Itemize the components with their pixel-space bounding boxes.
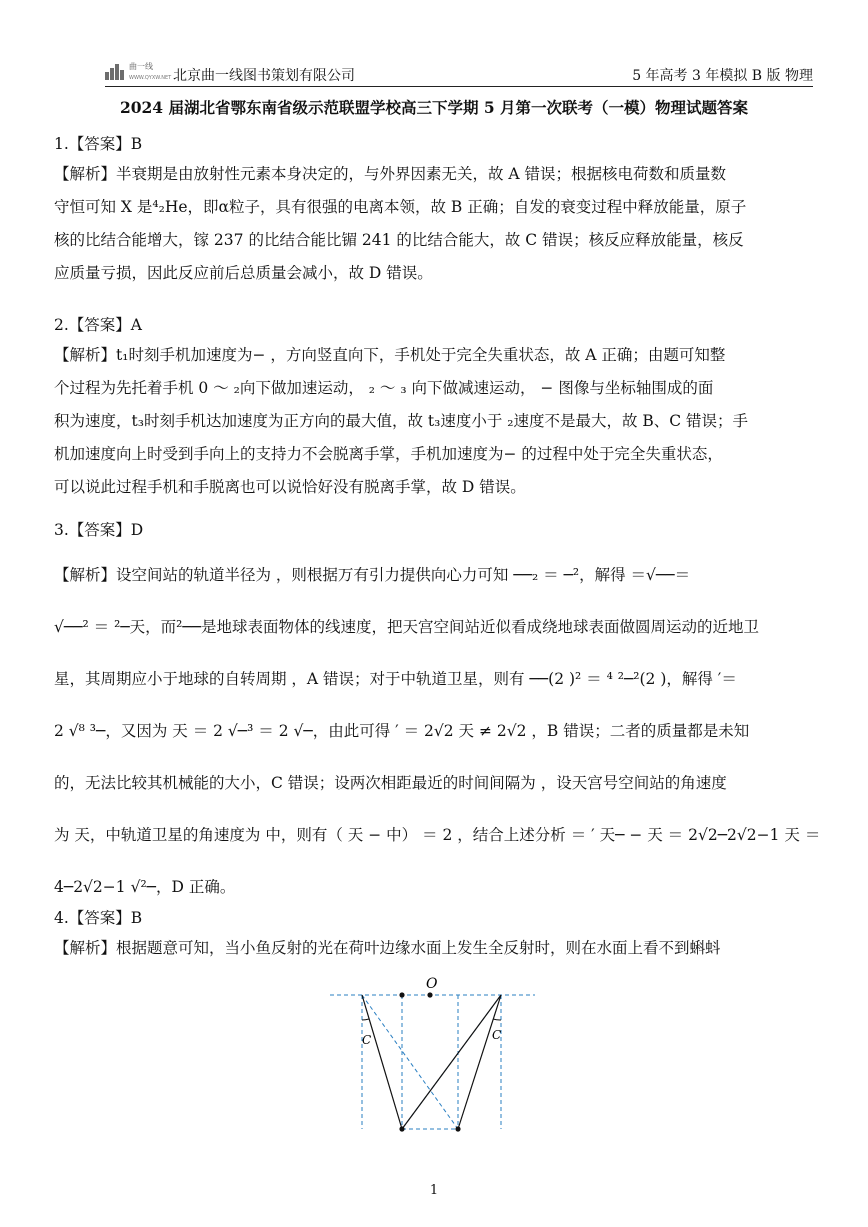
q3-line: 2 √⁸ ³─，又因为 天 ＝ 2 √─³ ＝ 2 √─，由此可得 ′ ＝ 2√2 天 ≠ 2√2 ，B 错误；二者的质量都是未知: [54, 722, 750, 740]
point-bottom-right: [455, 1126, 460, 1131]
company-name: 北京曲一线图书策划有限公司: [173, 68, 355, 84]
q3-line: √──² ＝ ²─天，而²──是地球表面物体的线速度，把天宫空间站近似看成绕地球表面做圆周运动的近地卫: [54, 618, 760, 636]
logo-text: 曲一线: [129, 62, 153, 71]
q2-line: 个过程为先托着手机 0 ～ ₂向下做加速运动， ₂ ～ ₃ 向下做减速运动， − 图像与坐标轴围成的面: [54, 379, 714, 397]
q3-analysis: [54, 549, 821, 913]
angle-arc-right: [493, 1019, 501, 1020]
q1-line: 应质量亏损，因此反应前后总质量会减小，故 D 错误。: [54, 264, 433, 282]
logo-subtext: WWW.QYXW.NET: [129, 75, 172, 81]
angle-arc-left: [362, 1019, 369, 1020]
light-ray-bottom: [458, 995, 501, 1129]
label-c-right: C: [492, 1028, 502, 1042]
q4-answer: 4.【答案】B: [54, 909, 143, 927]
q4-line: 【解析】根据题意可知，当小鱼反射的光在荷叶边缘水面上发生全反射时，则在水面上看不到蝌蚪: [54, 939, 721, 957]
page-header: [105, 62, 813, 87]
q2-line: 【解析】t₁时刻手机加速度为− ，方向竖直向下，手机处于完全失重状态，故 A 正确；由题可知整: [54, 346, 726, 364]
q1-line: 核的比结合能增大，镓 237 的比结合能比镅 241 的比结合能大，故 C 错误；核反应释放能量，核反: [54, 231, 744, 249]
page-title: 2024 届湖北省鄂东南省级示范联盟学校高三下学期 5 月第一次联考（一模）物理试题答案: [119, 98, 749, 117]
label-o: O: [426, 976, 438, 992]
book-name: 5 年高考 3 年模拟 B 版 物理: [632, 68, 813, 84]
q1-analysis: [54, 158, 818, 290]
light-ray-left: [362, 995, 402, 1129]
page-number: 1: [429, 1183, 439, 1198]
q1-line: 【解析】半衰期是由放射性元素本身决定的，与外界因素无关，故 A 错误；根据核电荷数和质量数: [54, 165, 727, 183]
point-left: [399, 992, 404, 997]
q3-line: 4─2√2−1 √²─，D 正确。: [54, 878, 236, 896]
q1-line: 守恒可知 X 是⁴₂He，即α粒子，具有很强的电离本领，故 B 正确；自发的衰变过程中释放能量，原子: [54, 198, 747, 216]
q3-line: 的，无法比较其机械能的大小，C 错误；设两次相距最近的时间间隔为 ，设天宫号空间站的角速度: [54, 774, 727, 792]
publisher-logo: [105, 62, 172, 84]
q3-line: 为 天，中轨道卫星的角速度为 中，则有（ 天 − 中） ＝ 2 ，结合上述分析 ＝ ′ 天─ − 天 ＝ 2√2─2√2−1 天 ＝: [54, 826, 821, 844]
q3-line: 【解析】设空间站的轨道半径为 ，则根据万有引力提供向心力可知 ──₂ ＝ ─²，解得 ＝√──＝: [54, 566, 691, 584]
q4-analysis: [54, 932, 818, 965]
dashed-ray-left: [362, 995, 458, 1129]
q2-answer: 2.【答案】A: [54, 316, 142, 334]
q3-line: 星，其周期应小于地球的自转周期 ，A 错误；对于中轨道卫星，则有 ──(2 )² ＝ ⁴ ²─²(2 )，解得 ′＝: [54, 670, 737, 688]
q1-answer: 1.【答案】B: [54, 135, 143, 153]
q2-line: 积为速度，t₃时刻手机达加速度为正方向的最大值，故 t₃速度小于 ₂速度不是最大，故 B、C 错误；手: [54, 412, 749, 430]
refraction-figure: [320, 972, 550, 1142]
q2-analysis: [54, 339, 818, 504]
q2-line: 机加速度向上时受到手向上的支持力不会脱离手掌，手机加速度为− 的过程中处于完全失重状态，: [54, 445, 723, 463]
label-c-left: C: [362, 1033, 372, 1047]
light-ray-right: [402, 995, 501, 1129]
q2-line: 可以说此过程手机和手脱离也可以说恰好没有脱离手掌，故 D 错误。: [54, 478, 526, 496]
point-o: [427, 992, 432, 997]
q3-answer: 3.【答案】D: [54, 521, 144, 539]
point-bottom-left: [399, 1126, 404, 1131]
